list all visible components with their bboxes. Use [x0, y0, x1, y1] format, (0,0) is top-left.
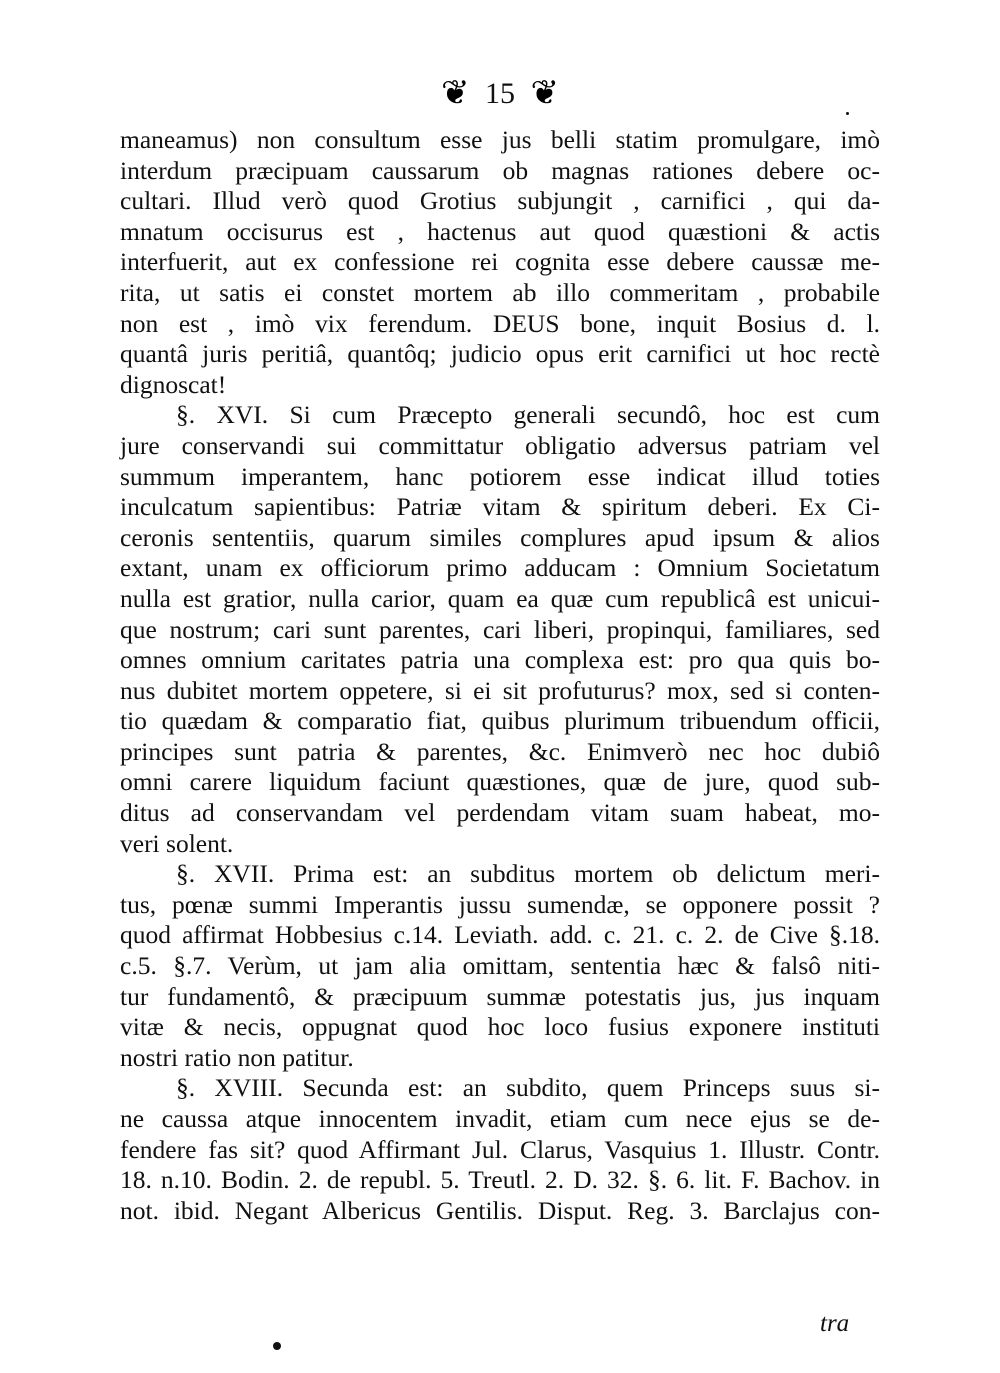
text-line: vitæ & necis, oppugnat quod hoc loco fusius exponere instituti	[120, 1012, 880, 1042]
text-line: extant, unam ex officiorum primo adducam : Omnium Societatum	[120, 553, 880, 583]
text-line: interfuerit, aut ex confessione rei cognita esse debere caussæ me-	[120, 247, 880, 277]
text-line: nulla est gratior, nulla carior, quam ea quæ cum republicâ est unicui-	[120, 583, 880, 613]
ornament-left-icon: ❦	[441, 75, 470, 113]
text-line: §. XVIII. Secunda est: an subdito, quem Princeps suus si-	[176, 1073, 880, 1103]
text-line: principes sunt patria & parentes, &c. Enimverò nec hoc dubiô	[120, 736, 880, 766]
text-line: que nostrum; cari sunt parentes, cari liberi, propinqui, familiares, sed	[120, 614, 880, 644]
page-number: 15	[485, 77, 515, 111]
text-line: §. XVII. Prima est: an subditus mortem ob delictum meri-	[176, 859, 880, 889]
text-line: mnatum occisurus est , hactenus aut quod quæstioni & actis	[120, 216, 880, 246]
catchword: tra	[820, 1310, 850, 1337]
text-line: quantâ juris peritiâ, quantôq; judicio opus erit carnifici ut hoc rectè	[120, 339, 880, 369]
text-line: quod affirmat Hobbesius c.14. Leviath. add. c. 21. c. 2. de Cive §.18.	[120, 920, 880, 950]
ink-speck-bottom	[273, 1342, 281, 1350]
text-line: nostri ratio non patitur.	[120, 1042, 354, 1072]
ink-speck	[846, 112, 849, 115]
text-line: interdum præcipuam caussarum ob magnas rationes debere oc-	[120, 155, 880, 185]
text-line: c.5. §.7. Verùm, ut jam alia omittam, sententia hæc & falsô niti-	[120, 951, 880, 981]
text-line: jure conservandi sui committatur obligatio adversus patriam vel	[120, 430, 880, 460]
text-line: fendere fas sit? quod Affirmant Jul. Clarus, Vasquius 1. Illustr. Contr.	[120, 1134, 880, 1164]
text-line: ne caussa atque innocentem invadit, etiam cum nece ejus se de-	[120, 1104, 880, 1133]
text-line: omnes omnium caritates patria una complexa est: pro qua quis bo-	[120, 645, 880, 675]
text-line: dignoscat!	[120, 369, 227, 399]
text-line: summum imperantem, hanc potiorem esse indicat illud toties	[120, 461, 880, 491]
text-line: §. XVI. Si cum Præcepto generali secundô, hoc est cum	[176, 400, 880, 430]
text-line: non est , imò vix ferendum. DEUS bone, inquit Bosius d. l.	[120, 308, 880, 338]
text-line: rita, ut satis ei constet mortem ab illo commeritam , probabile	[120, 277, 880, 307]
text-line: tur fundamentô, & præcipuum summæ potestatis jus, jus inquam	[120, 981, 880, 1011]
text-line: 18. n.10. Bodin. 2. de republ. 5. Treutl. 2. D. 32. §. 6. lit. F. Bachov. in	[120, 1165, 880, 1195]
body-text	[120, 125, 880, 1226]
text-line: tio quædam & comparatio fiat, quibus plurimum tribuendum officii,	[120, 706, 880, 736]
text-line: nus dubitet mortem oppetere, si ei sit profuturus? mox, sed si conten-	[120, 675, 880, 705]
text-line: veri solent.	[120, 828, 234, 858]
text-line: ditus ad conservandam vel perdendam vitam suam habeat, mo-	[120, 798, 880, 828]
text-line: not. ibid. Negant Albericus Gentilis. Disput. Reg. 3. Barclajus con-	[120, 1195, 880, 1225]
text-line: inculcatum sapientibus: Patriæ vitam & spiritum deberi. Ex Ci-	[120, 492, 880, 522]
text-line: omni carere liquidum faciunt quæstiones, quæ de jure, quod sub-	[120, 767, 880, 797]
text-line: tus, pœnæ summi Imperantis jussu sumendæ, se opponere possit ?	[120, 889, 880, 919]
text-line: cultari. Illud verò quod Grotius subjungit , carnifici , qui da-	[120, 186, 880, 216]
ornament-right-icon: ❦	[530, 75, 559, 113]
text-line: ceronis sententiis, quarum similes complures apud ipsum & alios	[120, 522, 880, 552]
running-header	[0, 72, 1000, 114]
text-line: maneamus) non consultum esse jus belli statim promulgare, imò	[120, 125, 880, 154]
